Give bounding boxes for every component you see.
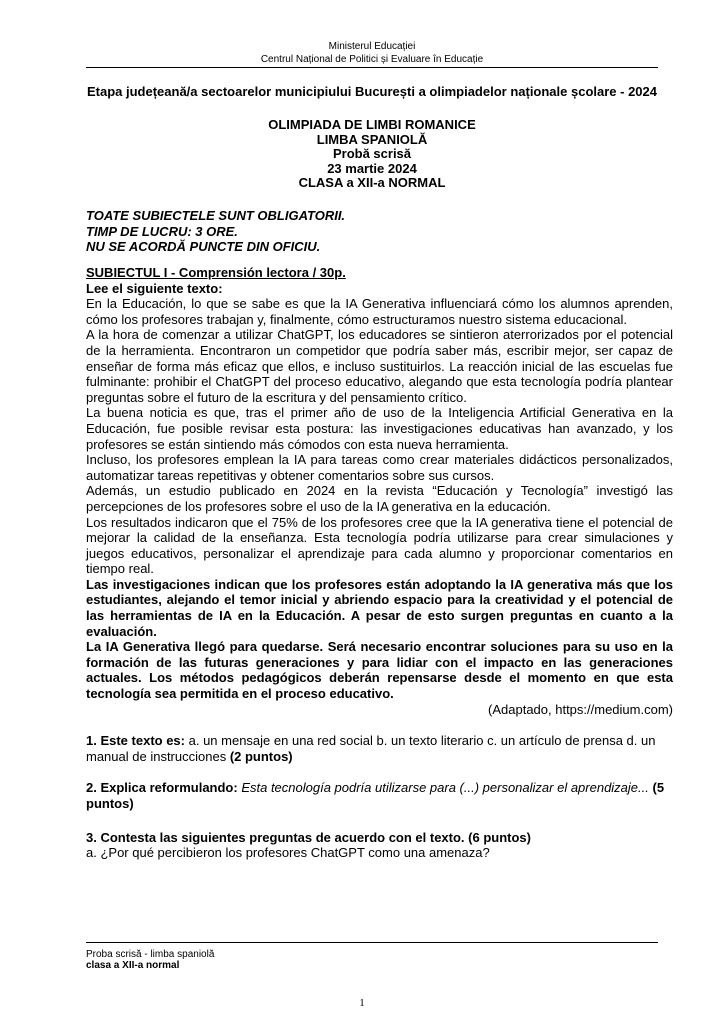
question-2 xyxy=(86,780,673,811)
page-number: 1 xyxy=(359,997,365,1009)
header-divider xyxy=(86,67,658,68)
text-paragraph: La buena noticia es que, tras el primer año de uso de la Inteligencia Artificial Generativa en la Educación, fue posible revisar esta postura: las investigaciones educativas han avanzado, y los profesores se están sintiendo más cómodos con esta nueva herramienta. xyxy=(86,405,673,452)
instruction-line: TOATE SUBIECTELE SUNT OBLIGATORII. xyxy=(86,208,346,223)
text-paragraph: Incluso, los profesores emplean la IA para tareas como crear materiales didácticos personalizados, automatizar tareas repetitivas y obtener comentarios sobre sus cursos. xyxy=(86,452,673,483)
question-2-label: 2. Explica reformulando: xyxy=(86,780,238,796)
olympiad-title: OLIMPIADA DE LIMBI ROMANICE xyxy=(268,117,476,132)
text-paragraph: Además, un estudio publicado en 2024 en la revista “Educación y Tecnología” investigó las percepciones de los profesores sobre el uso de la IA generativa en la educación. xyxy=(86,483,673,514)
bold-paragraph: La IA Generativa llegó para quedarse. Será necesario encontrar soluciones para su uso en la formación de las futuras generaciones y para lidiar con el impacto en las generaciones actuales. Los métodos pedagógicos deberán repensarse desde el momento en que esta tecnología sea permitida en el proceso educativo. xyxy=(86,639,673,702)
instruction-line: NU SE ACORDĂ PUNCTE DIN OFICIU. xyxy=(86,239,321,254)
text-paragraph: A la hora de comenzar a utilizar ChatGPT, los educadores se sintieron aterrorizados por el potencial de la herramienta. Encontraron un competidor que podría saber más, escribir mejor, ser capaz de enseñar de forma más eficaz que ellos, e incluso sustituirlos. La reacción inicial de las escuelas fue fulminante: prohibir el ChatGPT del proceso educativo, alegando que esta tecnología podría plantear preguntas sobre el futuro de la escritura y del pensamiento crítico. xyxy=(86,327,673,405)
class-level: CLASA a XII-a NORMAL xyxy=(298,175,446,190)
test-type: Probă scrisă xyxy=(332,146,412,161)
question-1-label: 1. Este texto es: xyxy=(86,733,185,749)
subject-section xyxy=(86,265,673,861)
question-2-points: (5 puntos) xyxy=(86,780,665,811)
footer-class: clasa a XII-a normal xyxy=(86,960,180,971)
instruction-line: TIMP DE LUCRU: 3 ORE. xyxy=(86,223,238,239)
ministry-name: Ministerul Educației xyxy=(328,41,416,52)
language-title: LIMBA SPANIOLĂ xyxy=(316,131,428,147)
question-1 xyxy=(86,733,673,764)
question-3a: a. ¿Por qué percibieron los profesores ChatGPT como una amenaza? xyxy=(86,845,490,861)
footer-test-name: Proba scrisă - limba spaniolă xyxy=(86,949,215,960)
subject-title: SUBIECTUL I - Comprensión lectora / 30p. xyxy=(86,265,346,280)
question-1-points: (2 puntos) xyxy=(229,748,293,764)
text-paragraph: Los resultados indicaron que el 75% de los profesores cree que la IA generativa tiene el potencial de mejorar la calidad de la enseñanza. Esta tecnología podría utilizarse para crear simulaciones y juegos educativos, personalizar el aprendizaje para cada alumno y proporcionar comentarios en tiempo real. xyxy=(86,514,673,577)
stage-title: Etapa județeană/a sectoarelor municipiului București a olimpiadelor naționale școlare - 2024 xyxy=(86,84,657,99)
instructions xyxy=(86,208,345,255)
question-3-label: 3. Contesta las siguientes preguntas de acuerdo con el texto. (6 puntos) xyxy=(86,829,531,845)
bold-paragraph: Las investigaciones indican que los profesores están adoptando la IA generativa más que los estudiantes, alejando el temor inicial y abriendo espacio para la creatividad y el potencial de las herramientas de IA en la Educación. A pesar de esto surgen preguntas en cuanto a la evaluación. xyxy=(86,576,673,639)
exam-date: 23 martie 2024 xyxy=(327,160,417,176)
text-paragraph: En la Educación, lo que se sabe es que la IA Generativa influenciará cómo los alumnos aprenden, cómo los profesores trabajan y, finalmente, cómo estructuramos nuestro sistema educacional. xyxy=(86,296,673,327)
ministry-header xyxy=(86,40,658,68)
read-instruction: Lee el siguiente texto: xyxy=(86,280,223,296)
question-1-options: a. un mensaje en una red social b. un texto literario c. un artículo de prensa d. un manual de instrucciones xyxy=(86,733,656,764)
center-name: Centrul Național de Politici și Evaluare în Educație xyxy=(260,54,484,65)
question-3 xyxy=(86,830,673,846)
page-footer xyxy=(86,942,658,971)
exam-title-block xyxy=(86,118,658,191)
question-2-quote: Esta tecnología podría utilizarse para (...) personalizar el aprendizaje... xyxy=(237,780,653,796)
text-source: (Adaptado, https://medium.com) xyxy=(488,701,673,717)
